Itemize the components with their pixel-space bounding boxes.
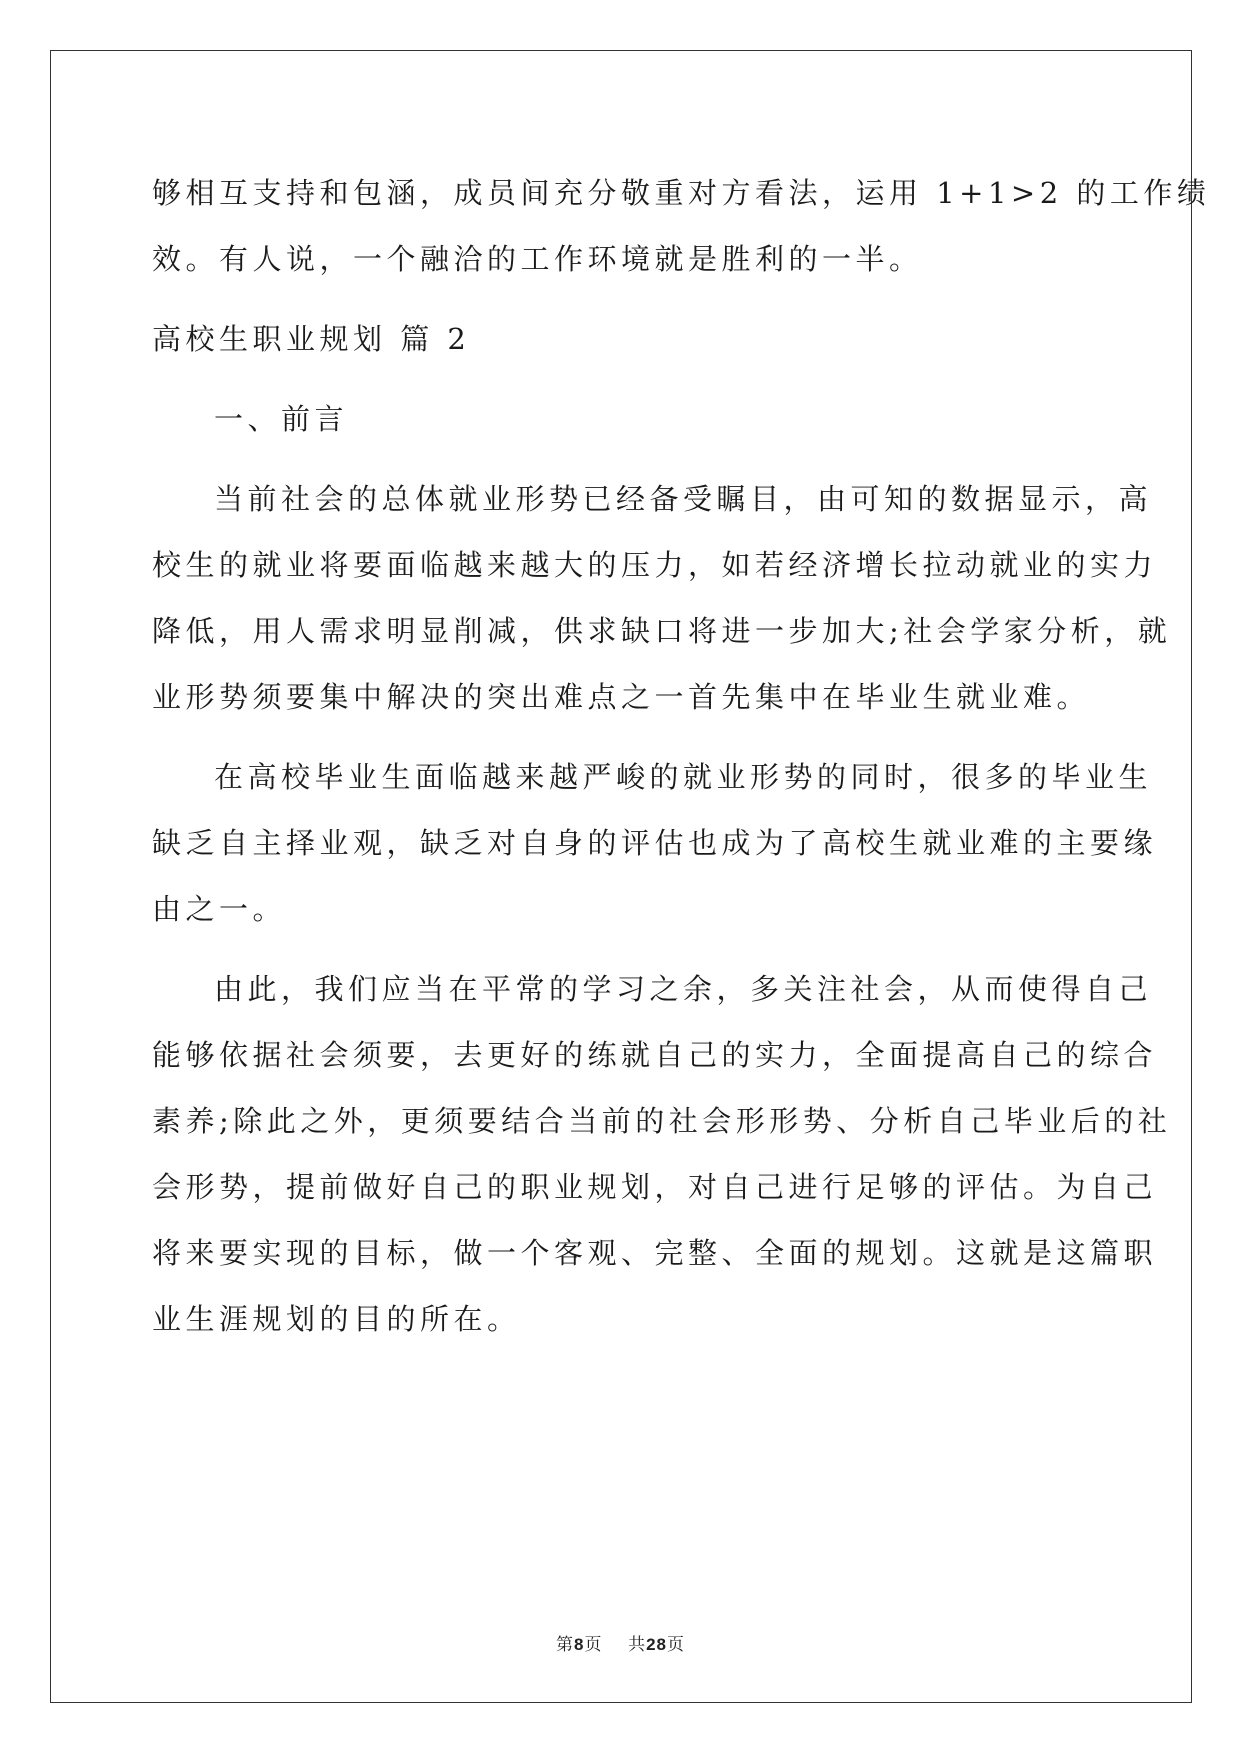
page-footer bbox=[0, 1630, 1241, 1655]
text-line: 能够依据社会须要，去更好的练就自己的实力，全面提高自己的综合 bbox=[152, 1038, 1158, 1072]
text-line: 在高校毕业生面临越来越严峻的就业形势的同时，很多的毕业生 bbox=[214, 760, 1153, 794]
text-line: 降低，用人需求明显削减，供求缺口将进一步加大;社会学家分析，就 bbox=[152, 614, 1172, 648]
text-line: 高校生职业规划 篇 2 bbox=[152, 322, 471, 356]
document-body bbox=[152, 160, 1211, 1352]
current-page-number: 8 bbox=[573, 1635, 585, 1654]
block-gap bbox=[152, 942, 1092, 956]
paragraph bbox=[152, 744, 1158, 942]
block-gap bbox=[152, 372, 1092, 386]
text-line: 业形势须要集中解决的突出难点之一首先集中在毕业生就业难。 bbox=[152, 680, 1091, 714]
footer-prefix: 第 bbox=[555, 1635, 574, 1655]
block-gap bbox=[152, 292, 1092, 306]
text-line: 由之一。 bbox=[152, 892, 287, 926]
paragraph bbox=[152, 160, 1211, 292]
text-line: 校生的就业将要面临越来越大的压力，如若经济增长拉动就业的实力 bbox=[152, 548, 1158, 582]
paragraph bbox=[152, 956, 1172, 1352]
text-line: 由此，我们应当在平常的学习之余，多关注社会，从而使得自己 bbox=[214, 972, 1153, 1006]
text-line: 效。有人说，一个融洽的工作环境就是胜利的一半。 bbox=[152, 242, 923, 276]
footer-page-word: 页 bbox=[584, 1635, 603, 1655]
block-gap bbox=[152, 730, 1092, 744]
text-line: 一、前言 bbox=[214, 402, 349, 436]
text-line: 素养;除此之外，更须要结合当前的社会形形势、分析自己毕业后的社 bbox=[152, 1104, 1172, 1138]
text-line: 将来要实现的目标，做一个客观、完整、全面的规划。这就是这篇职 bbox=[152, 1236, 1158, 1270]
section-subheading bbox=[152, 386, 1092, 452]
footer-total-suffix: 页 bbox=[667, 1635, 685, 1655]
footer-total-prefix: 共 bbox=[628, 1635, 647, 1655]
block-gap bbox=[152, 452, 1092, 466]
section-heading bbox=[152, 306, 1092, 372]
text-line: 当前社会的总体就业形势已经备受瞩目，由可知的数据显示，高 bbox=[214, 482, 1153, 516]
text-line: 够相互支持和包涵，成员间充分敬重对方看法，运用 1+1>2 的工作绩 bbox=[152, 176, 1211, 210]
text-line: 缺乏自主择业观，缺乏对自身的评估也成为了高校生就业难的主要缘 bbox=[152, 826, 1158, 860]
total-page-count: 28 bbox=[646, 1635, 667, 1654]
text-line: 业生涯规划的目的所在。 bbox=[152, 1302, 521, 1336]
paragraph bbox=[152, 466, 1172, 730]
text-line: 会形势，提前做好自己的职业规划，对自己进行足够的评估。为自己 bbox=[152, 1170, 1158, 1204]
